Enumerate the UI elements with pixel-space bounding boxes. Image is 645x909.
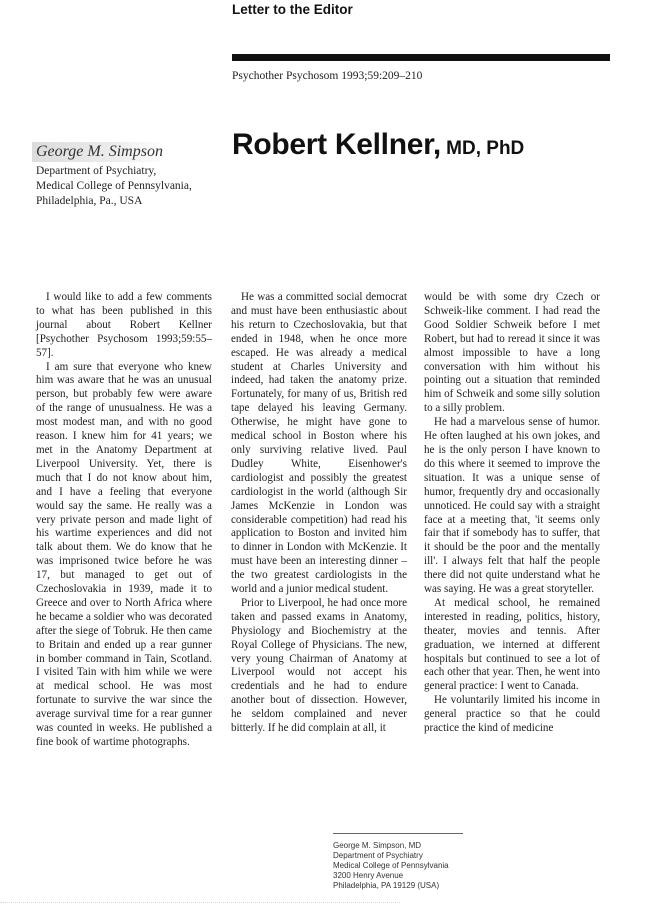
author-affiliation <box>36 164 192 209</box>
journal-citation: Psychother Psychosom 1993;59:209–210 <box>232 70 423 82</box>
footnote-rule <box>333 833 463 834</box>
body-column-2 <box>231 291 407 736</box>
scan-edge <box>0 902 400 903</box>
address-line: 3200 Henry Avenue <box>333 871 404 880</box>
title-degrees: MD, PhD <box>440 138 525 159</box>
paragraph: would be with some dry Czech or Schweik-like comment. I had read the Good Soldier Schweik before I met Robert, but had to reread it since it was almost impossible to have a long conversation with him without his pointing out a situation that reminded him of Schweik and some silly solution to a silly problem. <box>424 291 600 415</box>
paragraph: He was a committed social democrat and must have been enthusiastic about his return to Czechoslovakia, but that ended in 1948, when he once more escaped. He was already a medical student at Charles University and indeed, had taken the anatomy prize. Fortunately, for many of us, British red tape delayed his leaving Germany. Otherwise, he might have gone to medical school in Boston where his only surviving relative lived. Paul Dudley White, Eisenhower's cardiologist and possibly the greatest cardiologist in the world (although Sir James McKenzie in London was considerable competition) had read his application to Boston and invited him to dinner in London with McKenzie. It must have been an interesting dinner – the two greatest cardiologists in the world and a junior medical student. <box>231 291 407 596</box>
body-column-1 <box>36 291 212 750</box>
paragraph: He voluntarily limited his income in general practice so that he could practice the kind of medicine <box>424 694 600 735</box>
affiliation-line: Philadelphia, Pa., USA <box>36 195 143 207</box>
address-line: Medical College of Pennsylvania <box>333 861 449 870</box>
affiliation-line: Medical College of Pennsylvania, <box>36 180 192 192</box>
section-label: Letter to the Editor <box>232 2 353 17</box>
body-column-3 <box>424 291 600 736</box>
paragraph: I am sure that everyone who knew him was aware that he was an unusual person, but probably few were aware of the range of unusualness. He was a most modest man, and with no good reason. I knew him for 41 years; we met in the Anatomy Department at Liverpool University. Yet, there is much that I do not know about him, and I have a feeling that everyone would say the same. He really was a very private person and made light of his wartime experiences and did not talk about them. We do know that he was imprisoned twice before he was 17, but managed to get out of Czechoslovakia in 1939, made it to Greece and over to North Africa where he became a soldier who was decorated after the siege of Tobruk. He then came to Britain and ended up a rear gunner in bomber command in Tain, Scotland. I visited Tain with him while we were at medical school. He was most fortunate to survive the war since the average survival time for a rear gunner was counted in weeks. He published a fine book of wartime photographs. <box>36 360 212 748</box>
title-name: Robert Kellner, <box>232 128 441 161</box>
header-rule <box>232 54 610 61</box>
affiliation-line: Department of Psychiatry, <box>36 165 157 177</box>
address-line: Department of Psychiatry <box>333 851 423 860</box>
paragraph: He had a marvelous sense of humor. He often laughed at his own jokes, and he is the only person I have known to do this where it seemed to improve the situation. It was a unique sense of humor, frequently dry and occasionally unnoticed. He could say with a straight face at a meeting that, 'it seems only fair that if somebody has to suffer, that it should be the poor and the mentally ill'. I always felt that half the people there did not quite understand what he was saying. He was a great storyteller. <box>424 416 600 596</box>
paragraph: I would like to add a few comments to what has been published in this journal about Robert Kellner [Psychother Psychosom 1993;59:55–57]. <box>36 291 212 359</box>
paragraph: Prior to Liverpool, he had once more taken and passed exams in Anatomy, Physiology and Biochemistry at the Royal College of Physicians. The new, very young Chairman of Anatomy at Liverpool would not accept his credentials and he had to endure another bout of dissection. However, he seldom complained and never bitterly. If he did complain at all, it <box>231 596 407 735</box>
correspondence-address <box>333 841 449 891</box>
author-name: George M. Simpson <box>32 142 167 162</box>
address-line: George M. Simpson, MD <box>333 841 422 850</box>
paragraph: At medical school, he remained interested in reading, politics, history, theater, movies and tennis. After graduation, we interned at different hospitals but continued to see a lot of each other that year. Then, he went into general practice: I went to Canada. <box>424 596 600 693</box>
article-title <box>232 128 524 162</box>
address-line: Philadelphia, PA 19129 (USA) <box>333 881 440 890</box>
